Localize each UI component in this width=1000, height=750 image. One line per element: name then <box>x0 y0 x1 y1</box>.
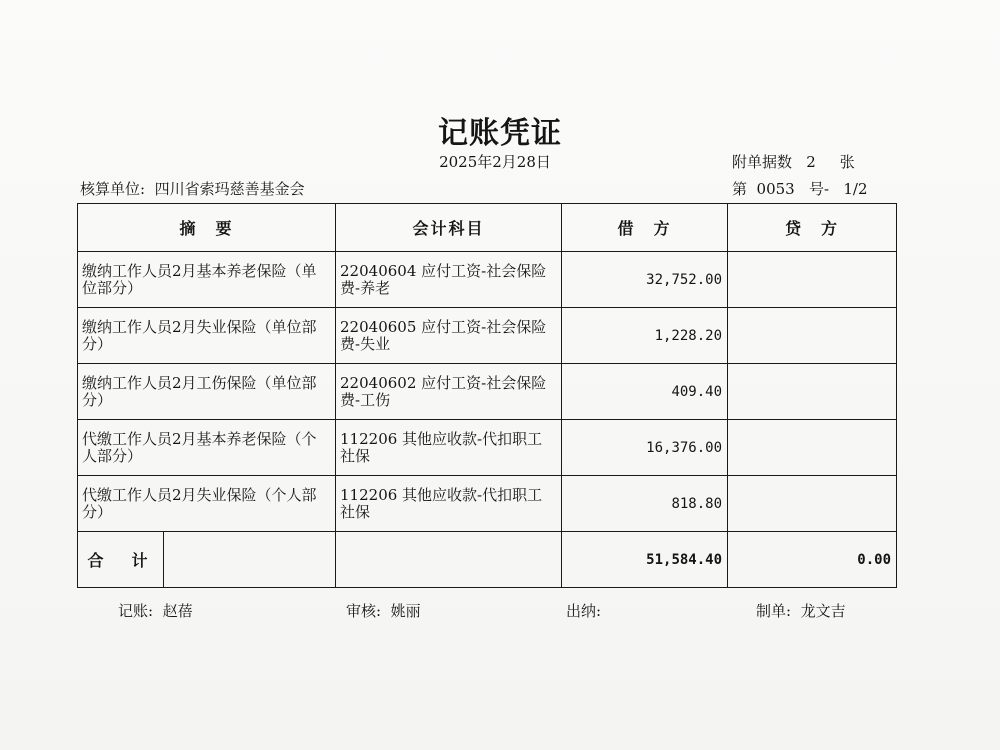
row-account: 112206 其他应收款-代扣职工社保 <box>336 420 562 476</box>
row-account: 22040604 应付工资-社会保险费-养老 <box>336 252 562 308</box>
row-summary: 缴纳工作人员2月基本养老保险（单位部分） <box>78 252 336 308</box>
row-summary: 缴纳工作人员2月工伤保险（单位部分） <box>78 364 336 420</box>
header-debit: 借 方 <box>562 204 728 252</box>
total-row <box>78 532 897 588</box>
total-account-blank <box>336 532 562 588</box>
row-debit: 16,376.00 <box>562 420 728 476</box>
voucher-title: 记账凭证 <box>438 116 562 151</box>
row-credit <box>728 252 897 308</box>
cashier-signature: 出纳: <box>566 602 602 620</box>
row-account: 112206 其他应收款-代扣职工社保 <box>336 476 562 532</box>
row-account: 22040605 应付工资-社会保险费-失业 <box>336 308 562 364</box>
table-row <box>78 252 897 308</box>
row-debit: 818.80 <box>562 476 728 532</box>
voucher-table <box>77 203 897 588</box>
header-account: 会计科目 <box>336 204 562 252</box>
row-summary: 代缴工作人员2月基本养老保险（个人部分） <box>78 420 336 476</box>
header-credit: 贷 方 <box>728 204 897 252</box>
row-summary: 缴纳工作人员2月失业保险（单位部分） <box>78 308 336 364</box>
row-credit <box>728 364 897 420</box>
row-debit: 1,228.20 <box>562 308 728 364</box>
table-row <box>78 308 897 364</box>
row-credit <box>728 308 897 364</box>
table-header-row <box>78 204 897 252</box>
total-blank <box>164 532 336 588</box>
bookkeeper-signature: 记账: 赵蓓 <box>118 602 193 620</box>
total-credit: 0.00 <box>728 532 897 588</box>
attachment-count: 附单据数 2 张 <box>732 153 855 171</box>
total-label: 合 计 <box>78 532 164 588</box>
accounting-unit: 核算单位: 四川省索玛慈善基金会 <box>80 180 305 198</box>
row-credit <box>728 420 897 476</box>
row-summary: 代缴工作人员2月失业保险（个人部分） <box>78 476 336 532</box>
row-debit: 32,752.00 <box>562 252 728 308</box>
row-debit: 409.40 <box>562 364 728 420</box>
voucher-date: 2025年2月28日 <box>439 153 551 171</box>
total-debit: 51,584.40 <box>562 532 728 588</box>
header-summary: 摘 要 <box>78 204 336 252</box>
row-account: 22040602 应付工资-社会保险费-工伤 <box>336 364 562 420</box>
preparer-signature: 制单: 龙文吉 <box>756 602 846 620</box>
table-row <box>78 364 897 420</box>
reviewer-signature: 审核: 姚丽 <box>346 602 421 620</box>
row-credit <box>728 476 897 532</box>
table-row <box>78 476 897 532</box>
voucher-number: 第 0053 号- 1/2 <box>732 180 868 198</box>
table-row <box>78 420 897 476</box>
